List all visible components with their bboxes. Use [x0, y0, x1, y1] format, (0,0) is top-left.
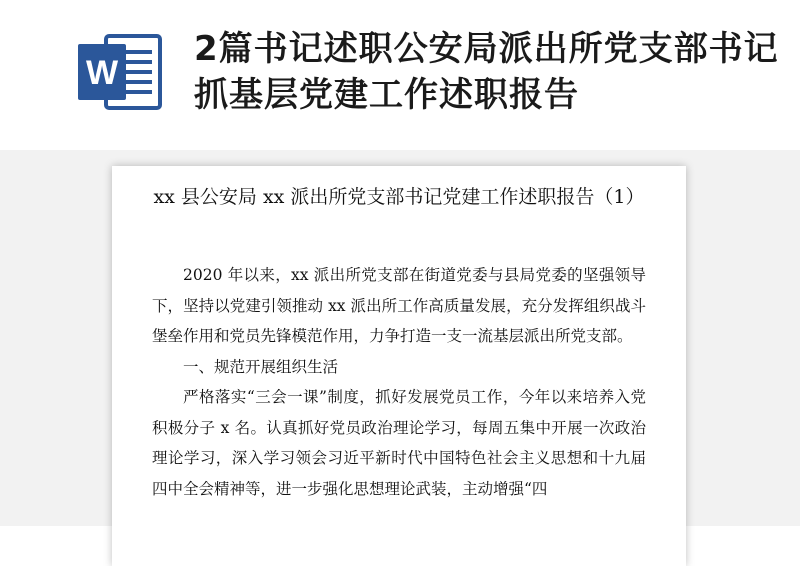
word-icon-letter: W [85, 54, 119, 92]
document-body [152, 260, 646, 504]
paragraph: 严格落实“三会一课”制度，抓好发展党员工作，今年以来培养入党积极分子 x 名。认真抓好党员政治理论学习，每周五集中开展一次政治理论学习，深入学习领会习近平新时代中国特色社会主义思想和十九届四中全会精神等，进一步强化思想理论武装，主动增强“四 [152, 388, 646, 498]
header [0, 0, 800, 150]
document-page [112, 166, 686, 566]
paragraph: 2020 年以来，xx 派出所党支部在街道党委与县局党委的坚强领导下，坚持以党建引领推动 xx 派出所工作高质量发展，充分发挥组织战斗堡垒作用和党员先锋模范作用，力争打造一支一流基层派出所党支部。 [152, 266, 646, 345]
word-document-icon [76, 32, 164, 112]
document-title: xx 县公安局 xx 派出所党支部书记党建工作述职报告（1） [153, 186, 645, 208]
page-title: 2篇书记述职公安局派出所党支部书记抓基层党建工作述职报告 [194, 29, 779, 115]
section-heading: 一、规范开展组织生活 [183, 357, 339, 376]
